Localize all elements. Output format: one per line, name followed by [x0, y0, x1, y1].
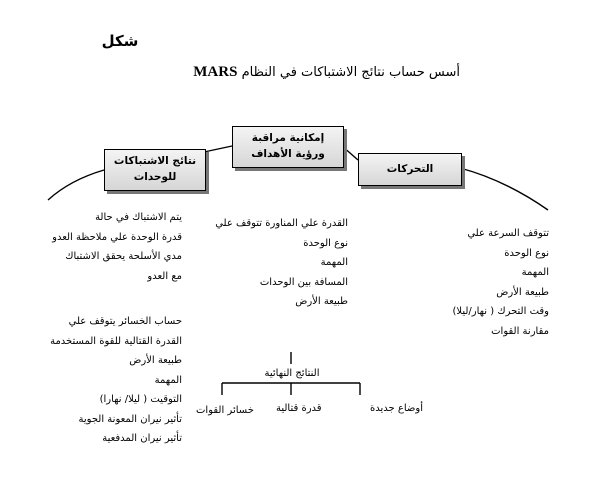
list-item: طبيعة الأرض	[295, 296, 348, 307]
curve-left	[48, 170, 104, 200]
box-movements-label: التحركات	[386, 162, 434, 175]
list-item: نوع الوحدة	[303, 237, 348, 249]
maneuver-factors-list	[215, 214, 348, 312]
title-system: MARS	[193, 64, 238, 80]
final-result-new-positions: أوضاع جديدة	[370, 403, 423, 414]
list-item: وقت التحرك ( نهار/ليلا)	[452, 306, 549, 317]
figure-label: شكل	[101, 32, 139, 50]
list-item: مقارنة القوات	[491, 325, 549, 337]
curve-right	[460, 168, 548, 210]
final-results-title: النتائج النهائية	[264, 368, 320, 379]
list-item: المسافة بين الوحدات	[259, 276, 348, 288]
arrow-center-to-right	[342, 146, 358, 160]
list-item: المهمة	[320, 257, 348, 268]
box-movements	[358, 153, 462, 186]
list-item: مع العدو	[147, 270, 182, 282]
list-item: طبيعة الأرض	[496, 286, 549, 298]
box-observation-line1: إمكانية مراقبة	[251, 132, 325, 145]
title-text: أسس حساب نتائج الاشتباكات في النظام	[241, 65, 460, 80]
engagement-conditions-list	[52, 208, 182, 286]
movements-factors-list	[453, 224, 550, 341]
list-item: التوقيت ( ليلا/ نهارا)	[99, 394, 182, 405]
list-item: يتم الاشتباك في حالة	[95, 212, 182, 223]
box-engagement-line2: للوحدات	[133, 171, 177, 183]
box-engagement-line1: نتائج الاشتباكات	[113, 155, 197, 168]
losses-factors-list	[50, 312, 182, 449]
diagram-title	[160, 64, 460, 81]
list-item: تأثير نيران المدفعية	[102, 433, 182, 444]
box-observation-line2: ورؤية الأهداف	[251, 148, 325, 160]
list-item: قدرة الوحدة علي ملاحظة العدو	[52, 231, 182, 243]
list-item: تتوقف السرعة علي	[467, 228, 549, 239]
list-item: القدرة القتالية للقوة المستخدمة	[50, 335, 182, 347]
list-item: تأثير نيران المعونة الجوية	[78, 413, 182, 425]
box-engagement-results	[104, 149, 206, 191]
list-item: المهمة	[154, 374, 182, 386]
box-observation	[232, 126, 344, 168]
list-item: القدرة علي المناورة تتوقف علي	[215, 218, 348, 229]
arrow-center-to-left	[204, 146, 232, 152]
list-item: حساب الخسائر يتوقف علي	[68, 316, 182, 327]
final-result-combat-capability: قدرة قتالية	[276, 403, 322, 414]
final-result-force-losses: خسائر القوات	[196, 405, 254, 416]
list-item: المهمة	[521, 267, 549, 278]
list-item: مدي الأسلحة يحقق الاشتباك	[65, 251, 182, 262]
list-item: طبيعة الأرض	[129, 355, 182, 366]
list-item: نوع الوحدة	[504, 247, 549, 259]
